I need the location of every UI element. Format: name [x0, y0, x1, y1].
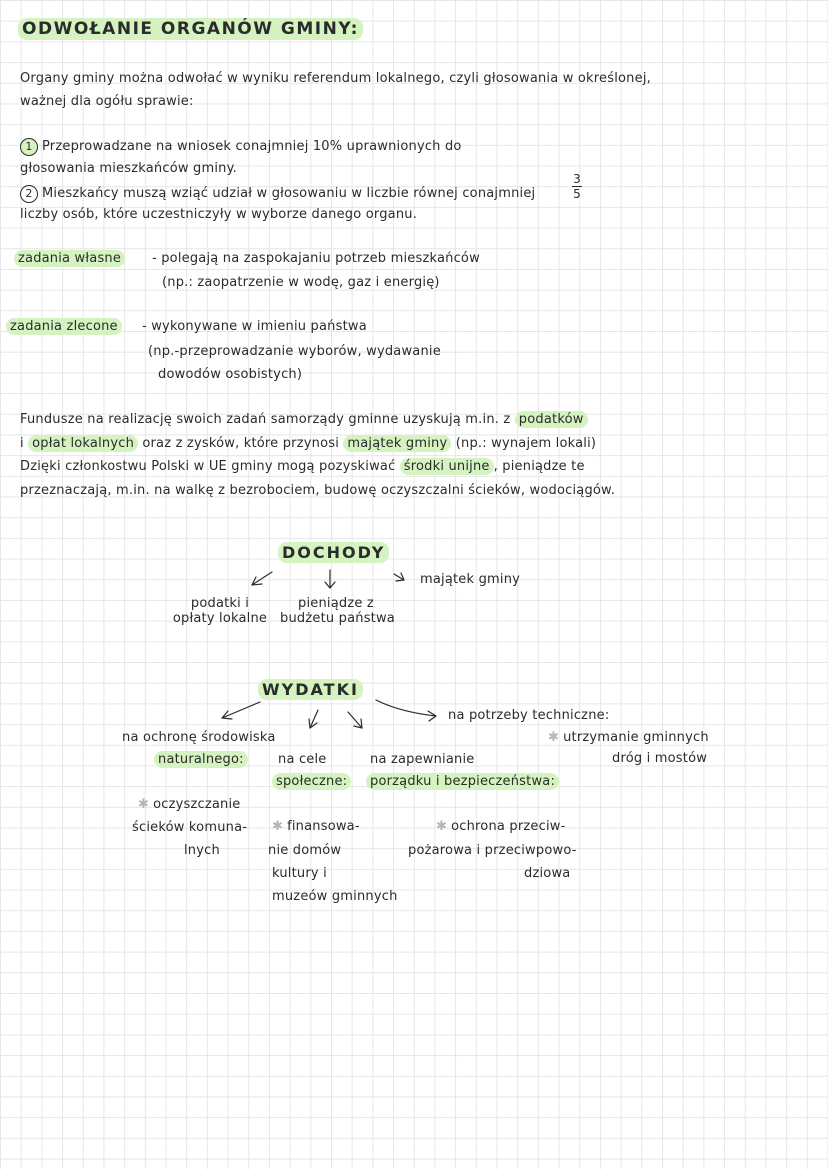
wydatki-heading: WYDATKI: [258, 681, 363, 699]
zadania-zlecone-example-2: dowodów osobistych): [158, 367, 303, 382]
dochody-podatki: podatki i opłaty lokalne: [172, 596, 268, 626]
wydatki-techniczne: na potrzeby techniczne:: [448, 708, 610, 723]
asterisk-icon: ✱: [436, 819, 448, 834]
wydatki-cele-label-2: społeczne:: [272, 775, 351, 790]
wydatki-fire-item-1: ✱ ochrona przeciw-: [436, 819, 566, 834]
wydatki-fire-item-3: dziowa: [524, 866, 571, 881]
wydatki-env-item-3: lnych: [184, 843, 220, 858]
wydatki-soc-item-1: ✱ finansowa-: [272, 819, 360, 834]
dochody-majatek: majątek gminy: [420, 572, 521, 587]
arrow-wydatki-down-right: [348, 712, 362, 728]
wydatki-soc-item-2: nie domów: [268, 843, 342, 858]
zadania-wlasne-desc: - polegają na zaspokajaniu potrzeb mieszkańców: [152, 251, 480, 266]
fundusze-line-2: i opłat lokalnych oraz z zysków, które przynosi majątek gminy (np.: wynajem lokali): [20, 436, 597, 451]
dochody-heading: DOCHODY: [278, 544, 389, 562]
fraction-three-fifths: 3 5: [573, 172, 581, 201]
wydatki-fire-item-2: pożarowa i przeciwpowo-: [408, 843, 577, 858]
wydatki-cele-label-1: na cele: [278, 752, 327, 767]
wydatki-env-item-2: ścieków komuna-: [132, 820, 248, 835]
fundusze-line-4: przeznaczają, m.in. na walkę z bezrobociem, budowę oczyszczalni ścieków, wodociągów.: [20, 483, 616, 498]
intro-line-2: ważnej dla ogółu sprawie:: [20, 94, 194, 109]
fundusze-line-1: Fundusze na realizację swoich zadań samorządy gminne uzyskują m.in. z podatków: [20, 413, 588, 428]
asterisk-icon: ✱: [272, 819, 284, 834]
point-2-line-1: 2 Mieszkańcy muszą wziąć udział w głosowaniu w liczbie równej conajmniej: [20, 185, 535, 203]
zadania-zlecone-example-1: (np.-przeprowadzanie wyborów, wydawanie: [148, 344, 441, 359]
dochody-pieniadze: pieniądze z budżetu państwa: [280, 596, 395, 626]
wydatki-ochrona-label-2: naturalnego:: [154, 753, 248, 768]
wydatki-env-item-1: ✱ oczyszczanie: [138, 797, 241, 812]
wydatki-porzadek-label-2: porządku i bezpieczeństwa:: [366, 775, 559, 790]
zadania-zlecone-label: zadania zlecone: [6, 320, 122, 335]
zadania-zlecone-desc: - wykonywane w imieniu państwa: [142, 319, 367, 334]
fundusze-line-3: Dzięki członkostwu Polski w UE gminy mogą pozyskiwać środki unijne , pieniądze te: [20, 459, 585, 474]
intro-line-1: Organy gminy można odwołać w wyniku referendum lokalnego, czyli głosowania w określonej,: [20, 71, 651, 86]
wydatki-soc-item-4: muzeów gminnych: [272, 889, 398, 904]
zadania-wlasne-example: (np.: zaopatrzenie w wodę, gaz i energię): [162, 275, 440, 290]
point-2-number-icon: 2: [20, 185, 38, 203]
wydatki-ochrona-label-1: na ochronę środowiska: [122, 730, 276, 745]
page-title: ODWOŁANIE ORGANÓW GMINY:: [18, 20, 363, 40]
zadania-wlasne-label: zadania własne: [14, 252, 125, 267]
arrow-wydatki-right: [376, 700, 436, 716]
asterisk-icon: ✱: [138, 797, 150, 812]
wydatki-porzadek-label-1: na zapewnianie: [370, 752, 475, 767]
wydatki-soc-item-3: kultury i: [272, 866, 327, 881]
point-2-line-2: liczby osób, które uczestniczyły w wyborze danego organu.: [20, 207, 418, 222]
wydatki-tech-item-1: ✱ utrzymanie gminnych: [548, 730, 709, 745]
point-1-line-1: 1 Przeprowadzane na wniosek conajmniej 10% uprawnionych do: [20, 138, 462, 156]
arrow-wydatki-left: [222, 702, 260, 718]
wydatki-tech-item-2: dróg i mostów: [612, 751, 708, 766]
asterisk-icon: ✱: [548, 730, 560, 745]
point-1-line-2: głosowania mieszkańców gminy.: [20, 161, 237, 176]
point-1-number-icon: 1: [20, 138, 38, 156]
